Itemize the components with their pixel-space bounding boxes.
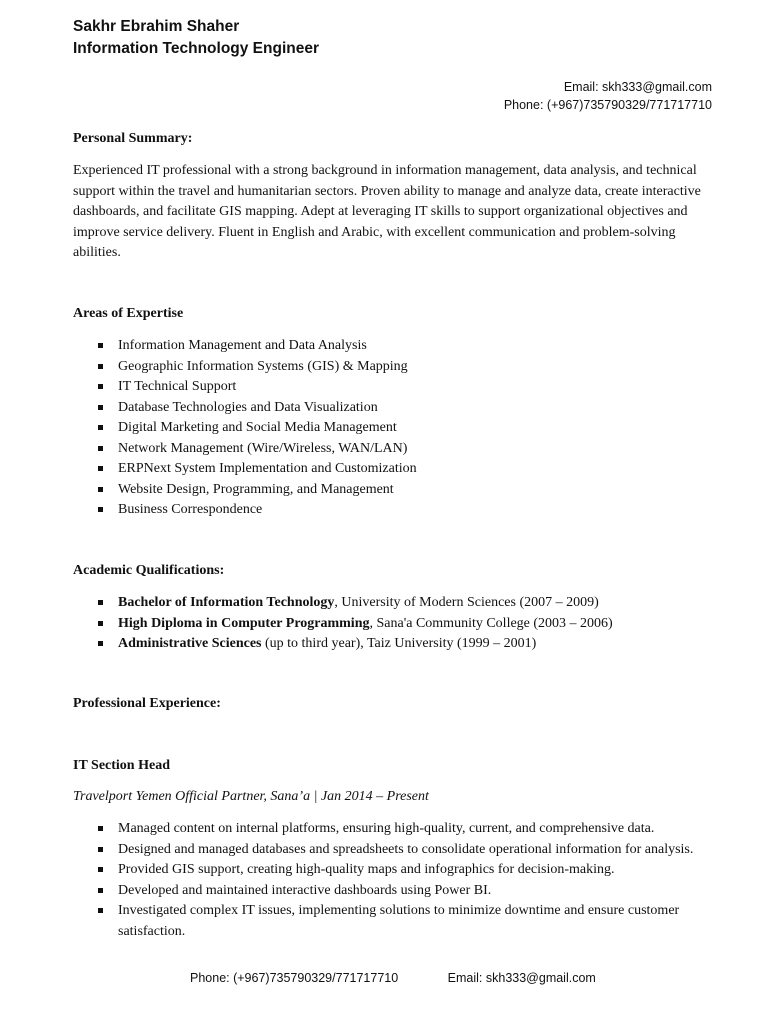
list-item: Geographic Information Systems (GIS) & Mapping [118,357,708,378]
degree-detail: , Sana'a Community College (2003 – 2006) [369,615,613,631]
degree-name: High Diploma in Computer Programming [118,615,370,631]
job-employer-dates: Travelport Yemen Official Partner, Sana’a | Jan 2014 – Present [73,789,429,804]
list-item: ERPNext System Implementation and Customization [118,459,708,480]
experience-heading: Professional Experience: [73,696,221,711]
academic-list [118,593,708,655]
job-title: Information Technology Engineer [73,40,320,57]
list-item [118,614,708,635]
list-item: IT Technical Support [118,377,708,398]
list-item: Business Correspondence [118,500,708,521]
list-item: Managed content on internal platforms, ensuring high-quality, current, and comprehensive data. [118,819,708,840]
summary-text: Experienced IT professional with a strong background in information management, data analysis, and technical support within the travel and humanitarian sectors. Proven ability to manage and analyze data, create interactive dashboards, and facilitate GIS mapping. Adept at leveraging IT skills to support organizational objectives and improve service delivery. Fluent in English and Arabic, with excellent communication and problem-solving abilities. [73,163,701,260]
list-item: Digital Marketing and Social Media Management [118,418,708,439]
candidate-name: Sakhr Ebrahim Shaher [73,18,240,35]
expertise-list [118,336,708,521]
list-item: Provided GIS support, creating high-quality maps and infographics for decision-making. [118,860,708,881]
contact-phone: Phone: (+967)735790329/771717710 [503,98,712,112]
list-item: Investigated complex IT issues, implementing solutions to minimize downtime and ensure customer satisfaction. [118,901,708,942]
list-item: Information Management and Data Analysis [118,336,708,357]
footer-phone: Phone: (+967)735790329/771717710 [190,971,399,985]
job-duties-list [118,819,708,942]
degree-detail: , University of Modern Sciences (2007 – 2009) [334,595,599,610]
contact-email: Email: skh333@gmail.com [563,80,712,94]
list-item: Website Design, Programming, and Management [118,480,708,501]
academic-heading: Academic Qualifications: [73,563,225,578]
list-item: Network Management (Wire/Wireless, WAN/LAN) [118,439,708,460]
footer-email: Email: skh333@gmail.com [447,971,596,985]
list-item: Developed and maintained interactive dashboards using Power BI. [118,881,708,902]
contact-block [504,78,712,114]
list-item: Database Technologies and Data Visualization [118,398,708,419]
page-footer [190,971,596,985]
degree-name: Administrative Sciences [118,636,262,651]
degree-name: Bachelor of Information Technology [118,595,335,610]
summary-heading: Personal Summary: [73,131,193,146]
expertise-heading: Areas of Expertise [73,306,184,321]
list-item [118,593,708,614]
degree-detail: (up to third year), Taiz University (1999 – 2001) [261,636,537,651]
job-position-title: IT Section Head [73,758,170,773]
list-item [118,634,708,655]
list-item: Designed and managed databases and spreadsheets to consolidate operational information for analysis. [118,840,708,861]
